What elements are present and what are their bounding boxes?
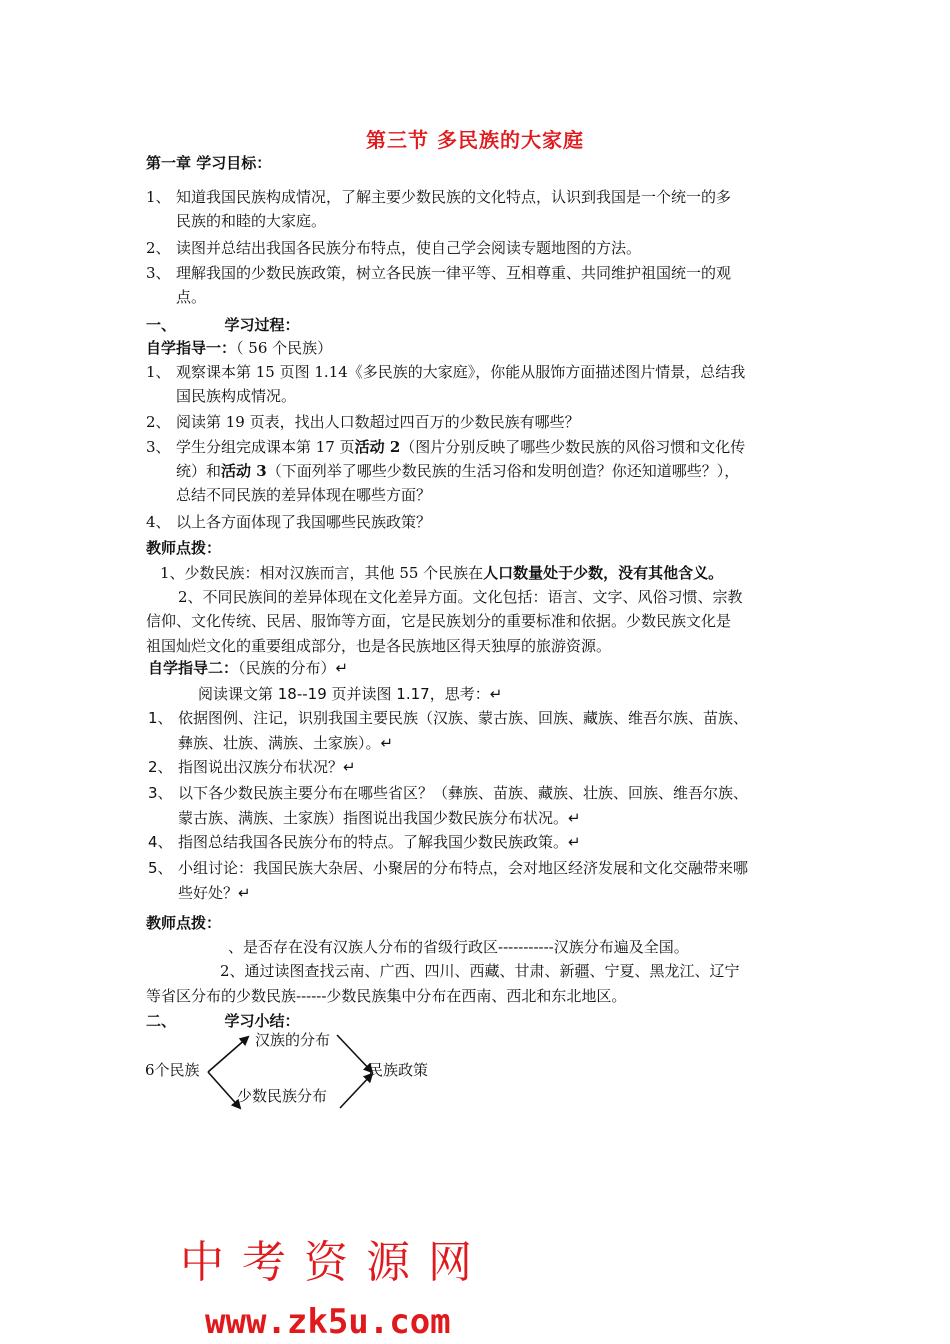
guide1-item-3-text-e: 总结不同民族的差异体现在哪些方面？ — [176, 486, 432, 504]
teacher1-point-2-line2: 信仰、文化传统、民居、服饰等方面，它是民族划分的重要标准和依据。少数民族文化是 — [146, 612, 732, 630]
process-heading — [146, 314, 300, 335]
guide2-item-5-num: 5、 — [148, 859, 173, 877]
diagram-node-ethnic-policy: 民族政策 — [368, 1061, 429, 1079]
process-heading-num: 一、 — [146, 316, 177, 334]
guide2-item-2-line1: 指图说出汉族分布状况？↵ — [178, 758, 356, 776]
guide1-item-4 — [146, 510, 431, 534]
guide1-item-3-num: 3、 — [146, 438, 171, 456]
teacher1-point-1-bold: 人口数量处于少数，没有其他含义。 — [483, 564, 724, 582]
watermark-site-name: 中考资源网 — [180, 1237, 490, 1288]
goal-2-num: 2、 — [146, 239, 171, 257]
guide2-sub: （民族的分布）↵ — [238, 659, 349, 677]
guide2-item-3 — [148, 781, 748, 831]
guide1-item-1-line2: 国民族构成情况。 — [176, 387, 297, 405]
guide2-item-5-line2: 些好处？↵ — [178, 884, 251, 902]
guide1-item-3 — [146, 435, 745, 507]
guide1-item-3-text-b: （图片分别反映了哪些少数民族的风俗习惯和文化传 — [400, 438, 746, 456]
teacher2-point-3: 等省区分布的少数民族------少数民族集中分布在西南、西北和东北地区。 — [146, 987, 627, 1005]
goal-1-line1: 知道我国民族构成情况，了解主要少数民族的文化特点，认识到我国是一个统一的多 — [176, 188, 732, 206]
teacher2-point-2: 2、通过读图查找云南、广西、四川、西藏、甘肃、新疆、宁夏、黑龙江、辽宁 — [220, 962, 740, 980]
teacher2-heading: 教师点拨： — [146, 914, 222, 932]
watermark-url: www.zk5u.com — [205, 1302, 451, 1342]
guide2-item-4 — [148, 831, 581, 852]
summary-heading-num: 二、 — [146, 1012, 177, 1030]
guide2-intro: 阅读课文第 18--19 页并读图 1.17，思考：↵ — [198, 685, 503, 703]
page-title: 第三节 多民族的大家庭 — [366, 128, 584, 152]
guide2-item-4-line1: 指图总结我国各民族分布的特点。了解我国少数民族政策。↵ — [178, 833, 581, 851]
guide2-item-3-line2: 蒙古族、满族、土家族）指图说出我国少数民族分布状况。↵ — [178, 809, 581, 827]
goal-1-num: 1、 — [146, 188, 171, 206]
guide1-item-4-num: 4、 — [146, 513, 171, 531]
guide2-item-3-line1: 以下各少数民族主要分布在哪些省区？（彝族、苗族、藏族、壮族、回族、维吾尔族、 — [178, 784, 749, 802]
guide2-item-2-num: 2、 — [148, 758, 173, 776]
guide2-item-2 — [148, 756, 356, 777]
guide2-item-4-num: 4、 — [148, 833, 173, 851]
guide1-item-2 — [146, 410, 580, 434]
teacher1-point-2-line1: 2、不同民族间的差异体现在文化差异方面。文化包括：语言、文字、风俗习惯、宗教 — [178, 588, 743, 606]
chapter-heading: 第一章 学习目标： — [146, 154, 272, 172]
guide2-item-5 — [148, 856, 748, 906]
guide2-heading: 自学指导二： — [148, 659, 239, 677]
teacher2-point-1: 、是否存在没有汉族人分布的省级行政区-----------汉族分布遍及全国。 — [228, 938, 689, 956]
diagram-node-minority-distribution: 少数民族分布 — [237, 1087, 328, 1105]
teacher1-heading: 教师点拨： — [146, 539, 222, 557]
guide2-item-3-num: 3、 — [148, 784, 173, 802]
guide2-item-1-line2: 彝族、壮族、满族、土家族）。↵ — [178, 734, 394, 752]
teacher1-point-1 — [160, 561, 723, 585]
diagram-node-ethnic-groups: 6个民族 — [145, 1061, 200, 1079]
guide2-item-1-line1: 依据图例、注记，识别我国主要民族（汉族、蒙古族、回族、藏族、维吾尔族、苗族、 — [178, 709, 749, 727]
guide1-item-2-line1: 阅读第 19 页表，找出人口数超过四百万的少数民族有哪些？ — [176, 413, 580, 431]
goal-1-line2: 民族的和睦的大家庭。 — [176, 212, 327, 230]
arrow-up-left — [208, 1037, 248, 1072]
teacher1-point-2-line3: 祖国灿烂文化的重要组成部分，也是各民族地区得天独厚的旅游资源。 — [146, 637, 612, 655]
guide1-item-2-num: 2、 — [146, 413, 171, 431]
guide1-heading: 自学指导一： — [146, 339, 237, 357]
guide2-item-5-line1: 小组讨论：我国民族大杂居、小聚居的分布特点，会对地区经济发展和文化交融带来哪 — [178, 859, 749, 877]
summary-heading-label: 学习小结： — [224, 1012, 300, 1030]
goal-3 — [146, 261, 731, 309]
diagram-node-han-distribution: 汉族的分布 — [255, 1031, 331, 1049]
guide2-item-1-num: 1、 — [148, 709, 173, 727]
arrow-down-left — [208, 1072, 240, 1108]
arrow-down-right — [337, 1035, 372, 1072]
guide1-item-3-text-d: （下面列举了哪些少数民族的生活习俗和发明创造？你还知道哪些？）， — [266, 462, 740, 480]
goal-3-line1: 理解我国的少数民族政策，树立各民族一律平等、互相尊重、共同维护祖国统一的观 — [176, 264, 732, 282]
guide1-item-3-text-a: 学生分组完成课本第 17 页 — [176, 438, 355, 456]
guide2-heading-row — [148, 657, 348, 678]
goal-2-line1: 读图并总结出我国各民族分布特点，使自己学会阅读专题地图的方法。 — [176, 239, 642, 257]
activity-3-label: 活动 3 — [221, 462, 267, 480]
guide1-item-1-line1: 观察课本第 15 页图 1.14《多民族的大家庭》，你能从服饰方面描述图片情景，总结我 — [176, 363, 746, 381]
goal-3-num: 3、 — [146, 264, 171, 282]
guide1-item-4-line1: 以上各方面体现了我国哪些民族政策？ — [176, 513, 432, 531]
teacher1-point-1-text: 1、少数民族：相对汉族而言，其他 55 个民族在 — [160, 564, 484, 582]
guide1-item-1-num: 1、 — [146, 363, 171, 381]
guide1-item-3-text-c: 统）和 — [176, 462, 222, 480]
goal-2 — [146, 236, 641, 260]
guide2-item-1 — [148, 706, 748, 756]
guide1-sub: （ 56 个民族） — [236, 339, 333, 357]
process-heading-label: 学习过程： — [224, 316, 300, 334]
guide1-item-1 — [146, 360, 745, 408]
goal-1 — [146, 185, 731, 233]
summary-diagram — [140, 1022, 460, 1117]
guide1-heading-row — [146, 336, 332, 360]
activity-2-label: 活动 2 — [354, 438, 401, 456]
goal-3-line2: 点。 — [176, 288, 207, 306]
